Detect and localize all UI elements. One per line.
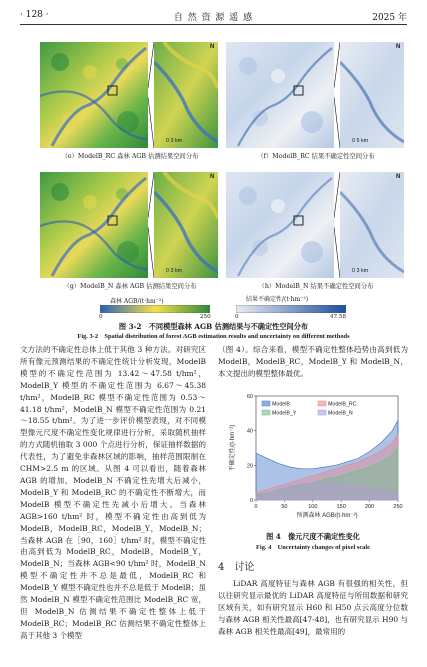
y-tick-label: 0 (249, 498, 253, 504)
agb-map-g (40, 172, 148, 278)
x-tick-label: 150 (336, 504, 346, 510)
figure-4-title-en: Fig. 4 Uncertainty changes of pixel scale (256, 544, 370, 551)
legend-unc-min: 0 (235, 314, 239, 320)
figure-3-2-title: 图 3-2 不同模型森林 AGB 估测结果与不确定性空间分布 (118, 322, 309, 331)
legend-unc-max: 47.58 (330, 314, 347, 320)
caption-e: （e）ModelB_RC 森林 AGB 估测结果空间分布 (61, 153, 199, 160)
legend-swatch-3 (318, 410, 326, 415)
legend-label-0: ModelB (272, 401, 290, 408)
panel-e (40, 42, 220, 148)
legend-swatch-1 (318, 401, 326, 406)
zoom-connector (334, 172, 340, 278)
zoom-connector (148, 42, 154, 148)
unc-map-f (226, 42, 334, 148)
north-arrow-e: N (210, 44, 215, 50)
scale-bar-e: 0 3 km (166, 138, 183, 144)
year-label: 2025 年 (372, 13, 407, 23)
header-rule (20, 24, 407, 25)
x-tick-label: 100 (308, 504, 318, 510)
legend-label-2: ModelB_Y (272, 410, 297, 417)
unc-zoom-f (340, 42, 404, 148)
panel-g (40, 172, 220, 278)
y-tick-label: 20 (246, 463, 253, 470)
x-tick-label: 200 (365, 504, 375, 510)
zoom-connector (148, 172, 154, 278)
agb-zoom-e (154, 42, 218, 148)
legend-agb-bar (100, 305, 210, 313)
panel-f (226, 42, 406, 148)
scale-bar-g: 0 3 km (166, 268, 183, 274)
north-arrow-f: N (396, 44, 401, 50)
journal-name: 自 然 资 源 遥 感 (173, 13, 254, 23)
legend-swatch-2 (262, 410, 270, 415)
unc-map-h (226, 172, 334, 278)
agb-zoom-g (154, 172, 218, 278)
scale-bar-h: 0 3 km (352, 268, 369, 274)
x-tick-label: 250 (393, 504, 403, 510)
left-column-paragraph: 文方法的不确定性总体上低于其他 3 种方法。对研究区所有像元预测结果的不确定性统计分析发现，ModelB 模型的不确定性范围为 13.42～47.58 t/hm²，ModelB_Y 模型的不确定性范围为 6.67～45.38 t/hm²，ModelB_RC 模型不确定性范围为 0.53～41.18 t/hm²，ModelB_N 模型不确定性范围为 0.21～18.55 t/hm²。为了进一步评价模型表现，对不同模型像元尺度不确定性变化规律进行分析，采取随机抽样的方式随机抽取 3 000 个点进行分析，保证抽样数据的代表性，为了避免非森林区域的影响，抽样范围限制在 CHM>2.5 m 的区域。从图 4 可以看出，随着森林 AGB 的增加，ModelB_N 不确定性先增大后减小，ModelB_Y 和 ModelB_RC 的不确定性不断增大，而 ModelB 模型不确定性先减小后增大。当森林 AGB>160 t/hm² 时，模型不确定性由高到低为 ModelB，ModelB_RC，ModelB_Y，ModelB_N；当森林 AGB 在［90，160］t/hm² 时，模型不确定性由高到低为 ModelB_RC，ModelB，ModelB_Y，ModelB_N；当森林 AGB<90 t/hm² 时，ModelB_N 模型不确定性并不总是最低，ModelB_RC 和 ModelB_Y 模型不确定性也并不总是低于 ModelB；虽然 ModelB_N 模型不确定性范围比 ModelB_RC 宽，但 ModelB_N 估测结果不确定性整体上低于 ModelB_RC；ModelB_RC 估测结果不确定性整体上高于其他 3 个模型 (20, 345, 206, 640)
caption-g: （g）ModelB_N 森林 AGB 估测结果空间分布 (63, 283, 197, 290)
page-number: · 128 · (20, 10, 49, 20)
caption-f: （f）ModelB_RC 结果不确定性空间分布 (257, 153, 375, 160)
legend-agb-title: 森林 AGB/(t·hm⁻²) (110, 298, 164, 305)
unc-zoom-h (340, 172, 404, 278)
figure-4-title: 图 4 像元尺度不确定性变化 (266, 532, 360, 541)
panel-h (226, 172, 406, 278)
y-tick-label: 40 (246, 428, 253, 435)
agb-map-e (40, 42, 148, 148)
x-tick-label: 50 (281, 504, 288, 510)
y-axis-label: 不确定性/(t·hm⁻²) (230, 424, 236, 472)
y-tick-label: 60 (246, 394, 253, 400)
legend-label-3: ModelB_N (328, 410, 353, 417)
discussion-paragraph: LiDAR 高度特征与森林 AGB 有很强的相关性，但以往研究显示最优的 LiDAR 高度特征与所用数据和研究区域有关，如有研究显示 H60 和 H50 点云高度分位数与森林 AGB 相关性最高[47-48]，也有研究显示 H90 与森林 AGB 相关性最高[49]，最常用的 (218, 579, 409, 636)
x-axis-label: 预测森林 AGB/(t·hm⁻²) (296, 513, 358, 519)
north-arrow-g: N (210, 174, 215, 180)
zoom-connector (334, 42, 340, 148)
scale-bar-f: 0 5 km (352, 138, 369, 144)
legend-unc-bar (236, 305, 346, 313)
right-column-paragraph: （图 4）。综合来看，模型不确定性整体趋势由高到低为 ModelB，ModelB_RC，ModelB_Y 和 ModelB_N，本文提出的模型整体最优。 (218, 345, 408, 378)
section-heading: 4 讨论 (218, 562, 255, 573)
legend-agb-max: 250 (200, 314, 211, 320)
x-tick-label: 0 (254, 504, 258, 510)
legend-label-1: ModelB_RC (328, 401, 357, 408)
legend-agb-min: 0 (99, 314, 103, 320)
figure-3-2-title-en: Fig. 3-2 Spatial distribution of forest AGB estimation results and uncertainty on different methods (77, 333, 350, 340)
figure-4-chart (226, 388, 406, 528)
legend-unc-title: 结果不确定性/(t·hm⁻²) (246, 296, 309, 303)
north-arrow-h: N (396, 174, 401, 180)
caption-h: （h）ModelB_N 结果不确定性空间分布 (258, 283, 374, 290)
legend-swatch-0 (262, 401, 270, 406)
